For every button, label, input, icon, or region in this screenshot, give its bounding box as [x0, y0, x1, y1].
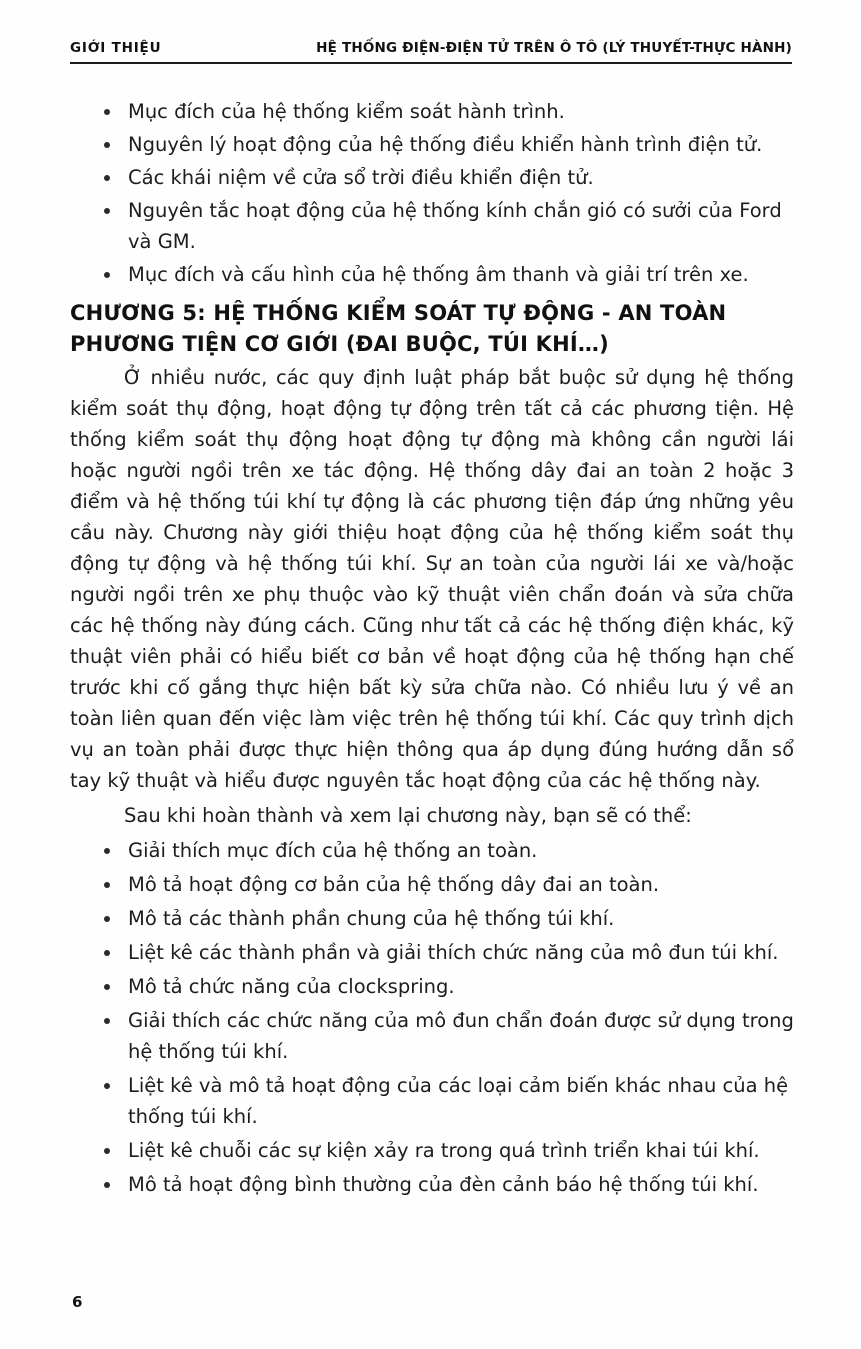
list-item-text: Mô tả các thành phần chung của hệ thống túi khí. [128, 907, 615, 930]
objectives-lead-in: Sau khi hoàn thành và xem lại chương này, bạn sẽ có thể: [124, 804, 692, 827]
list-item-text: Nguyên lý hoạt động của hệ thống điều khiển hành trình điện tử. [128, 133, 763, 156]
body-paragraph: Ở nhiều nước, các quy định luật pháp bắt buộc sử dụng hệ thống kiểm soát thụ động, hoạt động tự động trên tất cả các phương tiện. Hệ thống kiểm soát thụ động hoạt động tự động mà không cần người lái hoặc người ngồi trên xe tác động. Hệ thống dây đai an toàn 2 hoặc 3 điểm và hệ thống túi khí tự động là các phương tiện đáp ứng những yêu cầu này. Chương này giới thiệu hoạt động của hệ thống kiểm soát thụ động tự động và hệ thống túi khí. Sự an toàn của người lái xe và/hoặc người ngồi trên xe phụ thuộc vào kỹ thuật viên chẩn đoán và sửa chữa các hệ thống này đúng cách. Cũng như tất cả các hệ thống điện khác, kỹ thuật viên phải có hiểu biết cơ bản về hoạt động của hệ thống hạn chế trước khi cố gắng thực hiện bất kỳ sửa chữa nào. Có nhiều lưu ý về an toàn liên quan đến việc làm việc trên hệ thống túi khí. Các quy trình dịch vụ an toàn phải được thực hiện thông qua áp dụng đúng hướng dẫn sổ tay kỹ thuật và hiểu được nguyên tắc hoạt động của các hệ thống này. [70, 366, 794, 792]
bullet-dot-icon [104, 1148, 110, 1154]
page-content [70, 96, 794, 1203]
list-item [70, 129, 794, 160]
bullet-dot-icon [104, 984, 110, 990]
list-item [70, 903, 794, 934]
bullet-dot-icon [104, 1083, 110, 1089]
list-item-text: Các khái niệm về cửa sổ trời điều khiển điện tử. [128, 166, 594, 189]
list-item-text: Mục đích của hệ thống kiểm soát hành trình. [128, 100, 565, 123]
page-header [70, 40, 792, 56]
bullet-dot-icon [104, 916, 110, 922]
list-item-text: Mô tả chức năng của clockspring. [128, 975, 455, 998]
header-section-label: GIỚI THIỆU [70, 40, 162, 56]
bullet-dot-icon [104, 1018, 110, 1024]
bullet-dot-icon [104, 848, 110, 854]
bullet-dot-icon [104, 950, 110, 956]
chapter-heading: CHƯƠNG 5: HỆ THỐNG KIỂM SOÁT TỰ ĐỘNG - AN TOÀN PHƯƠNG TIỆN CƠ GIỚI (ĐAI BUỘC, TÚI KHÍ…) [70, 301, 727, 356]
list-item-text: Liệt kê các thành phần và giải thích chức năng của mô đun túi khí. [128, 941, 779, 964]
list-item [70, 162, 794, 193]
page-number: 6 [72, 1293, 83, 1311]
list-item [70, 96, 794, 127]
bullet-dot-icon [104, 208, 110, 214]
list-item-text: Mô tả hoạt động cơ bản của hệ thống dây đai an toàn. [128, 873, 660, 896]
bullet-dot-icon [104, 272, 110, 278]
bullet-dot-icon [104, 142, 110, 148]
list-item [70, 1070, 794, 1132]
top-bullet-list [70, 96, 794, 290]
list-item [70, 1169, 794, 1200]
bullet-dot-icon [104, 1182, 110, 1188]
list-item-text: Mô tả hoạt động bình thường của đèn cảnh báo hệ thống túi khí. [128, 1173, 759, 1196]
objectives-bullet-list [70, 835, 794, 1200]
header-divider [70, 62, 792, 64]
list-item-text: Nguyên tắc hoạt động của hệ thống kính chắn gió có sưởi của Ford và GM. [128, 199, 782, 253]
list-item [70, 835, 794, 866]
list-item [70, 937, 794, 968]
list-item [70, 1005, 794, 1067]
list-item-text: Giải thích các chức năng của mô đun chẩn đoán được sử dụng trong hệ thống túi khí. [128, 1009, 794, 1063]
list-item [70, 869, 794, 900]
list-item [70, 195, 794, 257]
bullet-dot-icon [104, 109, 110, 115]
list-item-text: Liệt kê và mô tả hoạt động của các loại cảm biến khác nhau của hệ thống túi khí. [128, 1074, 789, 1128]
header-book-title: HỆ THỐNG ĐIỆN-ĐIỆN TỬ TRÊN Ô TÔ (LÝ THUYẾT-THỰC HÀNH) [316, 40, 792, 56]
list-item [70, 1135, 794, 1166]
list-item-text: Giải thích mục đích của hệ thống an toàn. [128, 839, 538, 862]
bullet-dot-icon [104, 175, 110, 181]
list-item [70, 971, 794, 1002]
list-item [70, 259, 794, 290]
list-item-text: Mục đích và cấu hình của hệ thống âm thanh và giải trí trên xe. [128, 263, 749, 286]
bullet-dot-icon [104, 882, 110, 888]
list-item-text: Liệt kê chuỗi các sự kiện xảy ra trong quá trình triển khai túi khí. [128, 1139, 760, 1162]
